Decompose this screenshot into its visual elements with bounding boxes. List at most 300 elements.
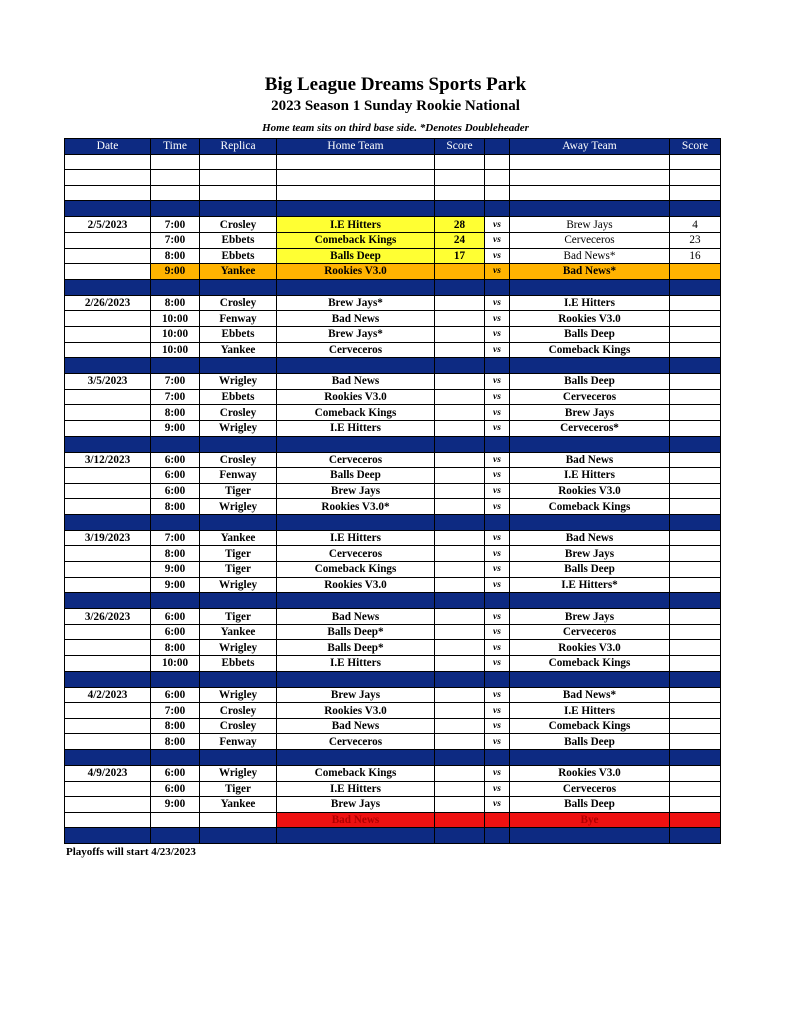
- away-team-cell: Comeback Kings: [510, 342, 670, 358]
- time-cell: 10:00: [151, 342, 200, 358]
- date-cell: 3/5/2023: [65, 374, 151, 390]
- week-separator: [65, 436, 721, 452]
- date-cell: [65, 812, 151, 828]
- game-row: [65, 718, 721, 734]
- game-row: [65, 687, 721, 703]
- game-row: [65, 640, 721, 656]
- time-cell: 7:00: [151, 389, 200, 405]
- home-score-cell: [435, 374, 485, 390]
- replica-cell: Wrigley: [200, 499, 277, 515]
- away-team-cell: [510, 185, 670, 201]
- separator-cell: [65, 671, 151, 687]
- away-team-cell: Bad News: [510, 452, 670, 468]
- vs-cell: vs: [485, 389, 510, 405]
- home-team-cell: Comeback Kings: [277, 562, 435, 578]
- col-header-away-score: Score: [670, 139, 721, 155]
- date-cell: 4/9/2023: [65, 766, 151, 782]
- replica-cell: Fenway: [200, 468, 277, 484]
- home-team-cell: [277, 170, 435, 186]
- separator-cell: [485, 750, 510, 766]
- away-team-cell: Balls Deep: [510, 326, 670, 342]
- separator-cell: [65, 436, 151, 452]
- separator-cell: [435, 593, 485, 609]
- separator-cell: [510, 593, 670, 609]
- game-row: [65, 562, 721, 578]
- week-separator: [65, 593, 721, 609]
- away-team-cell: Cerveceros: [510, 624, 670, 640]
- separator-cell: [510, 201, 670, 217]
- vs-cell: vs: [485, 703, 510, 719]
- away-team-cell: Cerveceros: [510, 232, 670, 248]
- time-cell: 8:00: [151, 734, 200, 750]
- separator-cell: [485, 279, 510, 295]
- away-team-cell: [510, 170, 670, 186]
- vs-cell: vs: [485, 734, 510, 750]
- vs-cell: vs: [485, 483, 510, 499]
- game-row: [65, 170, 721, 186]
- vs-cell: vs: [485, 609, 510, 625]
- time-cell: 8:00: [151, 295, 200, 311]
- game-row: [65, 624, 721, 640]
- home-score-cell: [435, 499, 485, 515]
- away-score-cell: [670, 264, 721, 280]
- home-score-cell: [435, 797, 485, 813]
- vs-cell: vs: [485, 781, 510, 797]
- away-score-cell: [670, 766, 721, 782]
- home-score-cell: [435, 530, 485, 546]
- time-cell: 6:00: [151, 468, 200, 484]
- away-score-cell: [670, 624, 721, 640]
- away-score-cell: [670, 718, 721, 734]
- away-score-cell: [670, 420, 721, 436]
- home-team-cell: Rookies V3.0*: [277, 499, 435, 515]
- time-cell: 6:00: [151, 609, 200, 625]
- away-score-cell: [670, 703, 721, 719]
- separator-cell: [670, 279, 721, 295]
- separator-cell: [65, 750, 151, 766]
- away-score-cell: 4: [670, 217, 721, 233]
- separator-cell: [65, 279, 151, 295]
- vs-cell: vs: [485, 295, 510, 311]
- away-score-cell: [670, 499, 721, 515]
- game-row: [65, 264, 721, 280]
- vs-cell: [485, 154, 510, 170]
- vs-cell: vs: [485, 640, 510, 656]
- away-score-cell: [670, 781, 721, 797]
- game-row: [65, 420, 721, 436]
- home-team-cell: Balls Deep: [277, 468, 435, 484]
- replica-cell: Tiger: [200, 609, 277, 625]
- separator-cell: [151, 828, 200, 844]
- col-header-time: Time: [151, 139, 200, 155]
- date-cell: [65, 624, 151, 640]
- away-team-cell: I.E Hitters*: [510, 577, 670, 593]
- time-cell: 7:00: [151, 217, 200, 233]
- separator-cell: [151, 358, 200, 374]
- home-score-cell: [435, 687, 485, 703]
- replica-cell: Yankee: [200, 530, 277, 546]
- home-team-cell: Rookies V3.0: [277, 703, 435, 719]
- separator-cell: [670, 436, 721, 452]
- home-score-cell: [435, 342, 485, 358]
- separator-cell: [151, 514, 200, 530]
- separator-cell: [485, 358, 510, 374]
- schedule-table: [64, 138, 721, 844]
- away-team-cell: Brew Jays: [510, 609, 670, 625]
- away-team-cell: Balls Deep: [510, 374, 670, 390]
- date-cell: [65, 483, 151, 499]
- replica-cell: Tiger: [200, 483, 277, 499]
- home-score-cell: [435, 577, 485, 593]
- away-score-cell: [670, 185, 721, 201]
- game-row: [65, 232, 721, 248]
- date-cell: [65, 718, 151, 734]
- separator-cell: [485, 671, 510, 687]
- replica-cell: Ebbets: [200, 389, 277, 405]
- home-team-cell: Bad News: [277, 609, 435, 625]
- separator-cell: [435, 828, 485, 844]
- home-team-cell: Bad News: [277, 374, 435, 390]
- col-header-vs: [485, 139, 510, 155]
- schedule-note: Home team sits on third base side. *Denotes Doubleheader: [262, 122, 529, 134]
- home-team-cell: Cerveceros: [277, 734, 435, 750]
- vs-cell: vs: [485, 452, 510, 468]
- away-score-cell: [670, 342, 721, 358]
- game-row: [65, 734, 721, 750]
- separator-cell: [435, 201, 485, 217]
- date-cell: [65, 781, 151, 797]
- home-score-cell: [435, 326, 485, 342]
- home-score-cell: [435, 656, 485, 672]
- away-score-cell: 23: [670, 232, 721, 248]
- home-team-cell: Brew Jays*: [277, 326, 435, 342]
- away-team-cell: Bad News*: [510, 264, 670, 280]
- time-cell: 6:00: [151, 452, 200, 468]
- replica-cell: [200, 154, 277, 170]
- separator-cell: [151, 671, 200, 687]
- game-row: [65, 154, 721, 170]
- game-row: [65, 483, 721, 499]
- game-row: [65, 499, 721, 515]
- separator-cell: [510, 279, 670, 295]
- home-score-cell: [435, 420, 485, 436]
- game-row: [65, 530, 721, 546]
- away-team-cell: Cerveceros: [510, 389, 670, 405]
- game-row: [65, 452, 721, 468]
- week-separator: [65, 201, 721, 217]
- separator-cell: [670, 750, 721, 766]
- replica-cell: Crosley: [200, 295, 277, 311]
- page-title: Big League Dreams Sports Park: [264, 74, 527, 95]
- home-score-cell: [435, 185, 485, 201]
- home-team-cell: I.E Hitters: [277, 781, 435, 797]
- separator-cell: [277, 201, 435, 217]
- home-team-cell: [277, 154, 435, 170]
- home-score-cell: [435, 624, 485, 640]
- game-row: [65, 656, 721, 672]
- time-cell: 8:00: [151, 718, 200, 734]
- away-team-cell: I.E Hitters: [510, 468, 670, 484]
- away-score-cell: 16: [670, 248, 721, 264]
- away-score-cell: [670, 452, 721, 468]
- vs-cell: vs: [485, 577, 510, 593]
- away-team-cell: Bye: [510, 812, 670, 828]
- separator-cell: [151, 436, 200, 452]
- separator-cell: [435, 279, 485, 295]
- home-team-cell: I.E Hitters: [277, 530, 435, 546]
- home-score-cell: [435, 170, 485, 186]
- away-score-cell: [670, 154, 721, 170]
- replica-cell: Wrigley: [200, 374, 277, 390]
- game-row: [65, 468, 721, 484]
- date-cell: [65, 468, 151, 484]
- date-cell: [65, 499, 151, 515]
- separator-cell: [151, 279, 200, 295]
- game-row: [65, 217, 721, 233]
- vs-cell: vs: [485, 718, 510, 734]
- separator-cell: [485, 828, 510, 844]
- separator-cell: [435, 671, 485, 687]
- home-team-cell: [277, 185, 435, 201]
- home-score-cell: 17: [435, 248, 485, 264]
- home-team-cell: I.E Hitters: [277, 420, 435, 436]
- separator-cell: [277, 514, 435, 530]
- date-cell: 2/5/2023: [65, 217, 151, 233]
- home-score-cell: [435, 264, 485, 280]
- date-cell: [65, 734, 151, 750]
- vs-cell: vs: [485, 499, 510, 515]
- home-team-cell: Bad News: [277, 718, 435, 734]
- vs-cell: vs: [485, 374, 510, 390]
- away-team-cell: Brew Jays: [510, 546, 670, 562]
- date-cell: [65, 577, 151, 593]
- away-score-cell: [670, 687, 721, 703]
- replica-cell: Yankee: [200, 342, 277, 358]
- away-score-cell: [670, 295, 721, 311]
- replica-cell: Wrigley: [200, 577, 277, 593]
- away-score-cell: [670, 311, 721, 327]
- time-cell: 8:00: [151, 499, 200, 515]
- home-score-cell: [435, 609, 485, 625]
- separator-cell: [510, 750, 670, 766]
- col-header-away-team: Away Team: [510, 139, 670, 155]
- home-team-cell: Cerveceros: [277, 452, 435, 468]
- home-score-cell: [435, 781, 485, 797]
- game-row: [65, 812, 721, 828]
- replica-cell: Wrigley: [200, 420, 277, 436]
- away-team-cell: Bad News*: [510, 248, 670, 264]
- vs-cell: [485, 170, 510, 186]
- date-cell: [65, 420, 151, 436]
- time-cell: 6:00: [151, 766, 200, 782]
- time-cell: 7:00: [151, 703, 200, 719]
- vs-cell: [485, 812, 510, 828]
- separator-cell: [200, 279, 277, 295]
- vs-cell: vs: [485, 687, 510, 703]
- time-cell: 7:00: [151, 530, 200, 546]
- vs-cell: vs: [485, 530, 510, 546]
- home-score-cell: [435, 468, 485, 484]
- separator-cell: [65, 201, 151, 217]
- time-cell: 8:00: [151, 640, 200, 656]
- week-separator: [65, 828, 721, 844]
- home-team-cell: Brew Jays*: [277, 295, 435, 311]
- game-row: [65, 295, 721, 311]
- date-cell: [65, 342, 151, 358]
- home-score-cell: [435, 562, 485, 578]
- date-cell: [65, 640, 151, 656]
- time-cell: 8:00: [151, 546, 200, 562]
- separator-cell: [485, 201, 510, 217]
- game-row: [65, 389, 721, 405]
- away-score-cell: [670, 640, 721, 656]
- date-cell: [65, 797, 151, 813]
- away-team-cell: Bad News: [510, 530, 670, 546]
- time-cell: 9:00: [151, 264, 200, 280]
- replica-cell: [200, 185, 277, 201]
- home-score-cell: [435, 640, 485, 656]
- separator-cell: [151, 593, 200, 609]
- away-score-cell: [670, 656, 721, 672]
- replica-cell: Crosley: [200, 217, 277, 233]
- away-team-cell: Comeback Kings: [510, 718, 670, 734]
- separator-cell: [670, 828, 721, 844]
- replica-cell: Ebbets: [200, 248, 277, 264]
- home-team-cell: I.E Hitters: [277, 217, 435, 233]
- time-cell: 10:00: [151, 656, 200, 672]
- home-score-cell: [435, 546, 485, 562]
- week-separator: [65, 514, 721, 530]
- separator-cell: [670, 514, 721, 530]
- separator-cell: [65, 514, 151, 530]
- game-row: [65, 546, 721, 562]
- home-score-cell: [435, 734, 485, 750]
- page-subtitle: 2023 Season 1 Sunday Rookie National: [271, 98, 520, 114]
- separator-cell: [435, 514, 485, 530]
- away-team-cell: [510, 154, 670, 170]
- away-team-cell: I.E Hitters: [510, 295, 670, 311]
- week-separator: [65, 358, 721, 374]
- date-cell: [65, 311, 151, 327]
- away-score-cell: [670, 812, 721, 828]
- replica-cell: [200, 812, 277, 828]
- date-cell: 3/12/2023: [65, 452, 151, 468]
- table-header-row: [65, 139, 721, 155]
- vs-cell: vs: [485, 797, 510, 813]
- replica-cell: Wrigley: [200, 687, 277, 703]
- away-team-cell: Comeback Kings: [510, 499, 670, 515]
- home-score-cell: [435, 154, 485, 170]
- away-team-cell: Rookies V3.0: [510, 311, 670, 327]
- separator-cell: [277, 358, 435, 374]
- separator-cell: [277, 828, 435, 844]
- vs-cell: vs: [485, 468, 510, 484]
- away-score-cell: [670, 562, 721, 578]
- date-cell: [65, 405, 151, 421]
- vs-cell: vs: [485, 326, 510, 342]
- date-cell: [65, 232, 151, 248]
- time-cell: 9:00: [151, 562, 200, 578]
- time-cell: 6:00: [151, 483, 200, 499]
- date-cell: [65, 248, 151, 264]
- replica-cell: Crosley: [200, 703, 277, 719]
- home-score-cell: [435, 452, 485, 468]
- away-score-cell: [670, 577, 721, 593]
- replica-cell: Ebbets: [200, 232, 277, 248]
- game-row: [65, 342, 721, 358]
- away-team-cell: Cerveceros*: [510, 420, 670, 436]
- home-score-cell: [435, 311, 485, 327]
- home-team-cell: Bad News: [277, 311, 435, 327]
- home-team-cell: Balls Deep*: [277, 640, 435, 656]
- date-cell: [65, 546, 151, 562]
- home-team-cell: Comeback Kings: [277, 232, 435, 248]
- separator-cell: [485, 436, 510, 452]
- home-score-cell: [435, 718, 485, 734]
- game-row: [65, 326, 721, 342]
- away-score-cell: [670, 170, 721, 186]
- vs-cell: vs: [485, 232, 510, 248]
- away-team-cell: Bad News*: [510, 687, 670, 703]
- game-row: [65, 311, 721, 327]
- away-score-cell: [670, 326, 721, 342]
- separator-cell: [510, 671, 670, 687]
- date-cell: 3/19/2023: [65, 530, 151, 546]
- separator-cell: [435, 358, 485, 374]
- replica-cell: [200, 170, 277, 186]
- separator-cell: [200, 750, 277, 766]
- replica-cell: Fenway: [200, 734, 277, 750]
- separator-cell: [200, 358, 277, 374]
- time-cell: [151, 185, 200, 201]
- game-row: [65, 609, 721, 625]
- game-row: [65, 766, 721, 782]
- away-team-cell: Balls Deep: [510, 562, 670, 578]
- vs-cell: vs: [485, 656, 510, 672]
- date-cell: [65, 264, 151, 280]
- home-team-cell: Rookies V3.0: [277, 389, 435, 405]
- game-row: [65, 248, 721, 264]
- time-cell: 8:00: [151, 248, 200, 264]
- replica-cell: Crosley: [200, 718, 277, 734]
- replica-cell: Wrigley: [200, 640, 277, 656]
- vs-cell: vs: [485, 562, 510, 578]
- time-cell: [151, 154, 200, 170]
- separator-cell: [200, 436, 277, 452]
- replica-cell: Tiger: [200, 546, 277, 562]
- away-score-cell: [670, 797, 721, 813]
- away-score-cell: [670, 530, 721, 546]
- vs-cell: vs: [485, 248, 510, 264]
- game-row: [65, 405, 721, 421]
- time-cell: 7:00: [151, 374, 200, 390]
- home-team-cell: Balls Deep: [277, 248, 435, 264]
- away-team-cell: Comeback Kings: [510, 656, 670, 672]
- vs-cell: [485, 185, 510, 201]
- separator-cell: [151, 201, 200, 217]
- vs-cell: vs: [485, 405, 510, 421]
- separator-cell: [200, 593, 277, 609]
- away-team-cell: Rookies V3.0: [510, 640, 670, 656]
- away-score-cell: [670, 609, 721, 625]
- away-score-cell: [670, 468, 721, 484]
- game-row: [65, 185, 721, 201]
- home-score-cell: [435, 812, 485, 828]
- vs-cell: vs: [485, 546, 510, 562]
- away-score-cell: [670, 389, 721, 405]
- home-score-cell: [435, 703, 485, 719]
- week-separator: [65, 671, 721, 687]
